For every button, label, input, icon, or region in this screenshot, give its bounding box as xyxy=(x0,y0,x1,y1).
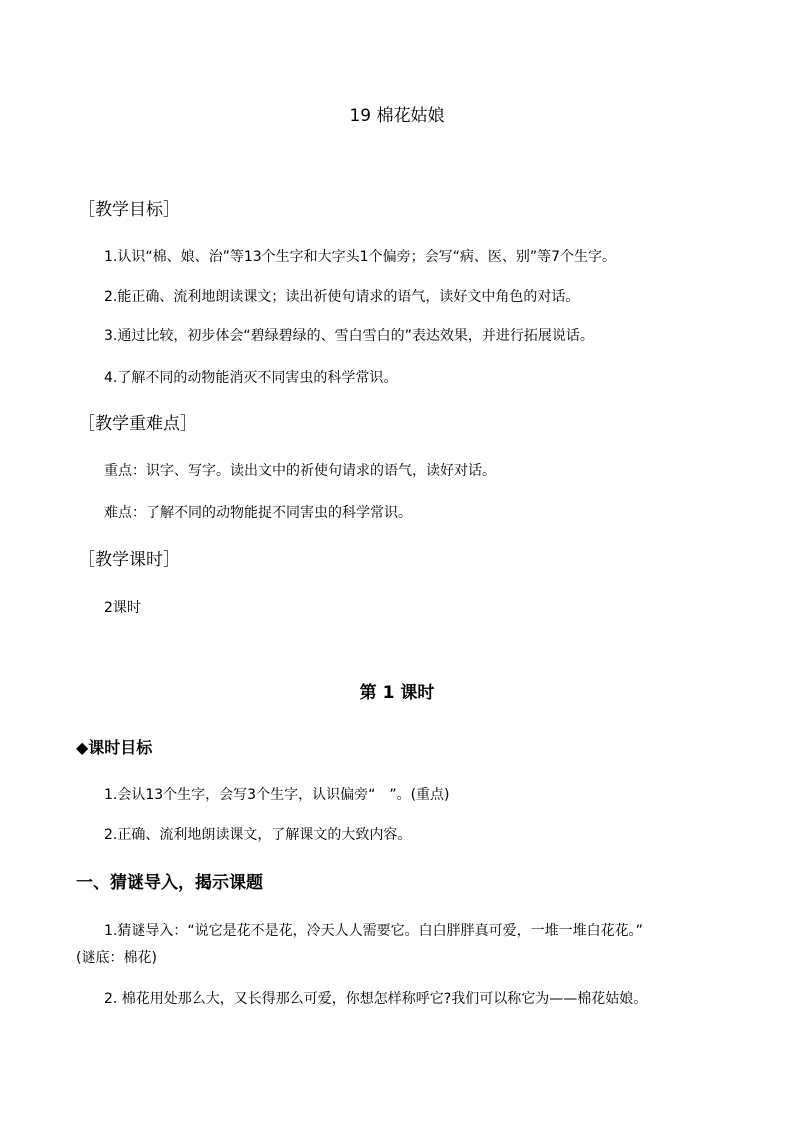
key-point-focus: 重点：识字、写字。读出文中的祈使句请求的语气，读好对话。 xyxy=(104,463,496,479)
hours-text: 2课时 xyxy=(104,600,141,616)
part-one-item-2: 2. 棉花用处那么大，又长得那么可爱，你想怎样称呼它?我们可以称它为——棉花姑娘。 xyxy=(104,991,648,1007)
part-one-heading: 一、猜谜导入，揭示课题 xyxy=(76,873,263,893)
goal-item-1: 1.认识“棉、娘、治”等13个生字和大字头1个偏旁；会写“病、医、别”等7个生字。 xyxy=(104,249,616,265)
part-one-item-1: 1.猜谜导入：“说它是花不是花，冷天人人需要它。白白胖胖真可爱，一堆一堆白花花。” xyxy=(104,923,643,939)
key-point-difficulty: 难点：了解不同的动物能捉不同害虫的科学常识。 xyxy=(104,505,412,521)
goal-item-4: 4.了解不同的动物能消灭不同害虫的科学常识。 xyxy=(104,370,398,386)
page-title: 19 棉花姑娘 xyxy=(349,106,445,126)
goal-item-2: 2.能正确、流利地朗读课文；读出祈使句请求的语气，读好文中角色的对话。 xyxy=(104,289,580,305)
lesson-goal-item-1: 1.会认13个生字，会写3个生字，认识偏旁“ ”。(重点) xyxy=(104,787,450,803)
section-heading-key-points: ［教学重难点］ xyxy=(78,414,197,434)
section-heading-hours: ［教学课时］ xyxy=(78,550,180,570)
part-one-item-1-answer: (谜底：棉花) xyxy=(76,950,157,966)
lesson-goal-item-2: 2.正确、流利地朗读课文，了解课文的大致内容。 xyxy=(104,827,412,843)
goal-item-3: 3.通过比较，初步体会“碧绿碧绿的、雪白雪白的”表达效果，并进行拓展说话。 xyxy=(104,328,594,344)
lesson-title: 第 1 课时 xyxy=(359,683,435,703)
section-heading-goals: ［教学目标］ xyxy=(78,200,180,220)
lesson-goals-heading: ◆课时目标 xyxy=(76,738,153,757)
